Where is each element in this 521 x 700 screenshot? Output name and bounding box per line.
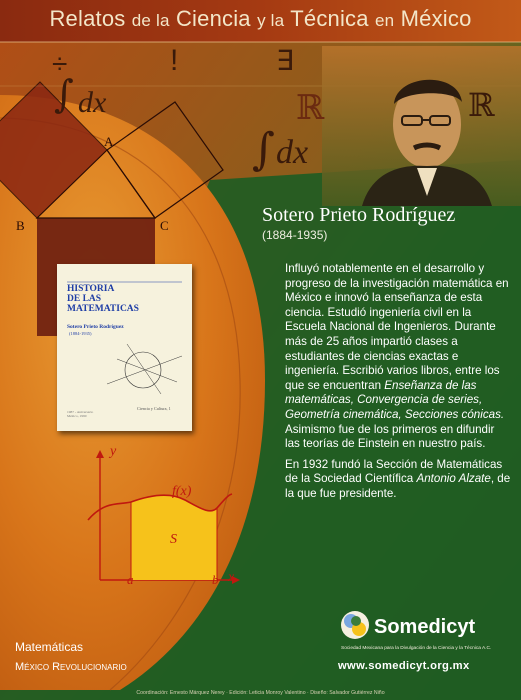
title-word-relatos: Relatos bbox=[49, 6, 126, 31]
title-word-en: en bbox=[375, 11, 395, 30]
bg-symbol-exists: ∃ bbox=[276, 44, 294, 77]
title-word-y-la: y la bbox=[257, 11, 285, 30]
bio-text: Asimismo fue de los primeros en difundir las teorías de Einstein en nuestro país. bbox=[285, 422, 495, 451]
book-title: HISTORIA DE LAS MATEMATICAS bbox=[67, 284, 139, 314]
bg-symbol-integral-1: ∫ bbox=[54, 72, 74, 116]
label-c-vertex: C bbox=[160, 218, 169, 233]
logo-name: Somedicyt bbox=[374, 616, 476, 638]
website-link[interactable]: www.somedicyt.org.mx bbox=[338, 660, 470, 672]
label-upper-bound: b bbox=[212, 572, 219, 587]
title-word-mexico: México bbox=[400, 6, 472, 31]
subcategory-label: México Revolucionario bbox=[15, 661, 127, 673]
portrait-image bbox=[322, 46, 521, 206]
bg-symbol-div: ÷ bbox=[52, 48, 68, 79]
logo-tagline: Sociedad Mexicana para la Divulgación de la Ciencia y la Técnica A.C. bbox=[341, 646, 492, 651]
bg-symbol-dx-1: dx bbox=[78, 86, 107, 119]
person-years: (1884-1935) bbox=[262, 228, 328, 242]
book-author: Sotero Prieto Rodríguez bbox=[67, 324, 124, 330]
book-cover bbox=[57, 264, 192, 431]
label-area-s: S bbox=[170, 532, 177, 547]
bg-symbol-reals-1: ℝ bbox=[296, 88, 325, 128]
label-function: f(x) bbox=[172, 484, 192, 499]
bio-paragraph-2 bbox=[285, 458, 511, 502]
title-word-tecnica: Técnica bbox=[290, 6, 369, 31]
label-y-axis: y bbox=[110, 444, 117, 459]
category-label: Matemáticas bbox=[15, 640, 84, 654]
title-word-de-la: de la bbox=[131, 11, 170, 30]
bg-symbol-excl: ! bbox=[170, 44, 179, 77]
bg-symbol-dx-2: dx bbox=[276, 134, 309, 171]
person-name: Sotero Prieto Rodríguez bbox=[262, 204, 456, 226]
label-a-vertex: A bbox=[104, 134, 114, 149]
page-title bbox=[0, 6, 521, 32]
book-series: Ciencia y Cultura, 1 bbox=[137, 406, 171, 411]
bio-text: Influyó notablemente en el desarrollo y progreso de la investigación matemática en México e innovó la enseñanza de esta ciencia. Estudió ingeniería civil en la Escuela Nacional de Ingenieros. Durante más de 25 años impartió clases a estudiantes de ciencias exactas e ingeniería. Escribió varios libros, entre los que se encuentran bbox=[285, 262, 509, 392]
bg-symbol-reals-2: ℝ bbox=[468, 86, 495, 124]
bio-book-titles: Enseñanza de las matemáticas, Convergencia de series, Geometría cinemática, Secciones cónicas. bbox=[285, 378, 505, 421]
bio-text: , de la que fue presidente. bbox=[285, 472, 511, 500]
label-lower-bound: a bbox=[127, 572, 134, 587]
label-x-axis: x bbox=[228, 570, 235, 585]
credits-line: Coordinación: Ernesto Márquez Nerey · Edición: Leticia Monroy Valentino · Diseño: Salvador Gutiérrez Niño bbox=[136, 690, 385, 696]
book-footer: 1987 - Aniversario México, 1990 bbox=[67, 410, 94, 418]
bg-symbol-integral-2: ∫ bbox=[252, 124, 275, 175]
bio-paragraph-1 bbox=[285, 262, 511, 452]
label-b-vertex: B bbox=[16, 218, 25, 233]
book-years: (1884-1935) bbox=[69, 331, 92, 336]
biography bbox=[285, 262, 511, 508]
bio-society-name: Antonio Alzate bbox=[416, 472, 491, 486]
bio-text: En 1932 fundó la Sección de Matemáticas de la Sociedad Científica bbox=[285, 457, 503, 486]
title-word-ciencia: Ciencia bbox=[175, 6, 251, 31]
somedicyt-logo-icon bbox=[341, 611, 369, 639]
